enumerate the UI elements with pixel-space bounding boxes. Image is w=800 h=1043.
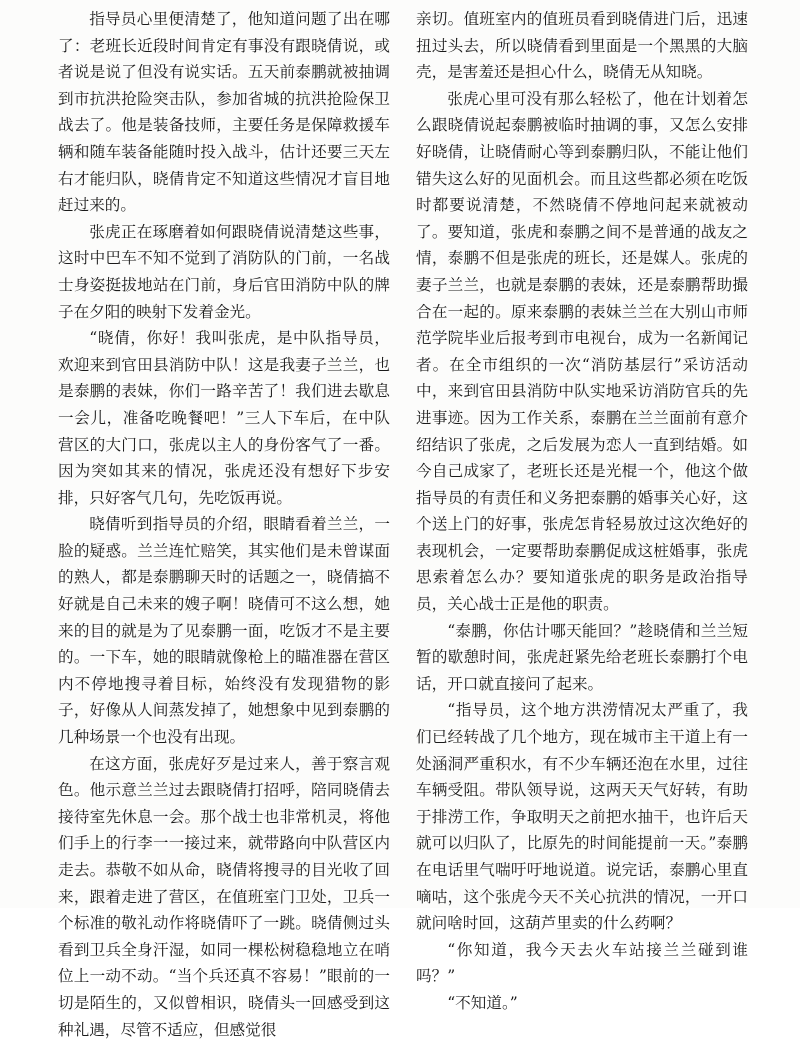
paragraph: “你知道，我今天去火车站接兰兰碰到谁吗？” <box>416 940 748 986</box>
paragraph-continuation: 亲切。值班室内的值班员看到晓倩进门后，迅速扭过头去，所以晓倩看到里面是一个黑黑的大脑壳，是害羞还是担心什么，晓倩无从知晓。 <box>416 10 748 82</box>
paragraph: “晓倩，你好！我叫张虎，是中队指导员，欢迎来到官田县消防中队！这是我妻子兰兰，也是泰鹏的表妹，你们一路辛苦了！我们进去歇息一会儿，准备吃晚餐吧！”三人下车后，在中队营区的大门口，张虎以主人的身份客气了一番。因为突如其来的情况，张虎还没有想好下步安排，只好客气几句，先吃饭再说。 <box>58 329 390 507</box>
paragraph: 在这方面，张虎好歹是过来人，善于察言观色。他示意兰兰过去跟晓倩打招呼，陪同晓倩去接待室先休息一会。那个战士也非常机灵，将他们手上的行李一一接过来，就带路向中队营区内走去。恭敬不如从命，晓倩将搜寻的目光收了回来，跟着走进了营区，在值班室门卫处，卫兵一个标准的敬礼动作将晓倩吓了一跳。晓倩侧过头看到卫兵全身汗湿，如同一棵松树稳稳地立在哨位上一动不动。“当个兵还真不容易！”眼前的一切是陌生的，又似曾相识，晓倩头一回感受到这种礼遇，尽管不适应，但感觉很 <box>58 754 390 1039</box>
paragraph: 指导员心里便清楚了，他知道问题了出在哪了：老班长近段时间肯定有事没有跟晓倩说，或者说是说了但没有说实话。五天前泰鹏就被抽调到市抗洪抢险突击队，参加省城的抗洪抢险保卫战去了。他是装备技师，主要任务是保障救援车辆和随车装备能随时投入战斗，估计还要三天左右才能归队，晓倩肯定不知道这些情况才盲目地赶过来的。 <box>58 10 390 215</box>
paragraph: “指导员，这个地方洪涝情况太严重了，我们已经转战了几个地方，现在城市主干道上有一处涵洞严重积水，有不少车辆还泡在水里，过往车辆受阻。带队领导说，这两天天气好转，有助于排涝工作，争取明天之前把水抽干，也许后天就可以归队了，比原先的时间能提前一天。”泰鹏在电话里气喘吁吁地说道。说完话，泰鹏心里直嘀咕，这个张虎今天不关心抗洪的情况，一开口就问啥时回，这葫芦里卖的什么药啊？ <box>416 701 748 933</box>
left-column <box>58 6 390 1043</box>
paragraph: “泰鹏，你估计哪天能回？”趁晓倩和兰兰短暂的歇憩时间，张虎赶紧先给老班长泰鹏打个电话，开口就直接问了起来。 <box>416 621 748 693</box>
paragraph: 晓倩听到指导员的介绍，眼睛看着兰兰，一脸的疑惑。兰兰连忙赔笑，其实他们是未曾谋面的熟人，都是泰鹏聊天时的话题之一，晓倩搞不好就是自己未来的嫂子啊！晓倩可不这么想，她来的目的就是为了见泰鹏一面，吃饭才不是主要的。一下车，她的眼睛就像枪上的瞄准器在营区内不停地搜寻着目标，始终没有发现猎物的影子，好像从人间蒸发掉了，她想象中见到泰鹏的几种场景一个也没有出现。 <box>58 515 390 747</box>
right-column <box>416 6 748 1017</box>
paragraph: 张虎心里可没有那么轻松了，他在计划着怎么跟晓倩说起泰鹏被临时抽调的事，又怎么安排好晓倩，让晓倩耐心等到泰鹏归队，不能让他们错失这么好的见面机会。而且这些都必须在吃饭时都要说清楚，不然晓倩不停地问起来就被动了。要知道，张虎和泰鹏之间不是普通的战友之情，泰鹏不但是张虎的班长，还是媒人。张虎的妻子兰兰，也就是泰鹏的表妹，还是泰鹏帮助撮合在一起的。原来泰鹏的表妹兰兰在大别山市师范学院毕业后报考到市电视台，成为一名新闻记者。在全市组织的一次“消防基层行”采访活动中，来到官田县消防中队实地采访消防官兵的先进事迹。因为工作关系，泰鹏在兰兰面前有意介绍结识了张虎，之后发展为恋人一直到结婚。如今自己成家了，老班长还是光棍一个，他这个做指导员的有责任和义务把泰鹏的婚事关心好，这个送上门的好事，张虎怎肯轻易放过这次绝好的表现机会，一定要帮助泰鹏促成这桩婚事，张虎思索着怎么办？要知道张虎的职务是政治指导员，关心战士正是他的职责。 <box>416 89 748 614</box>
paragraph: “不知道。” <box>447 993 518 1012</box>
paragraph: 张虎正在琢磨着如何跟晓倩说清楚这些事，这时中巴车不知不觉到了消防队的门前，一名战士身姿挺拔地站在门前，身后官田消防中队的牌子在夕阳的映射下发着金光。 <box>58 222 390 321</box>
